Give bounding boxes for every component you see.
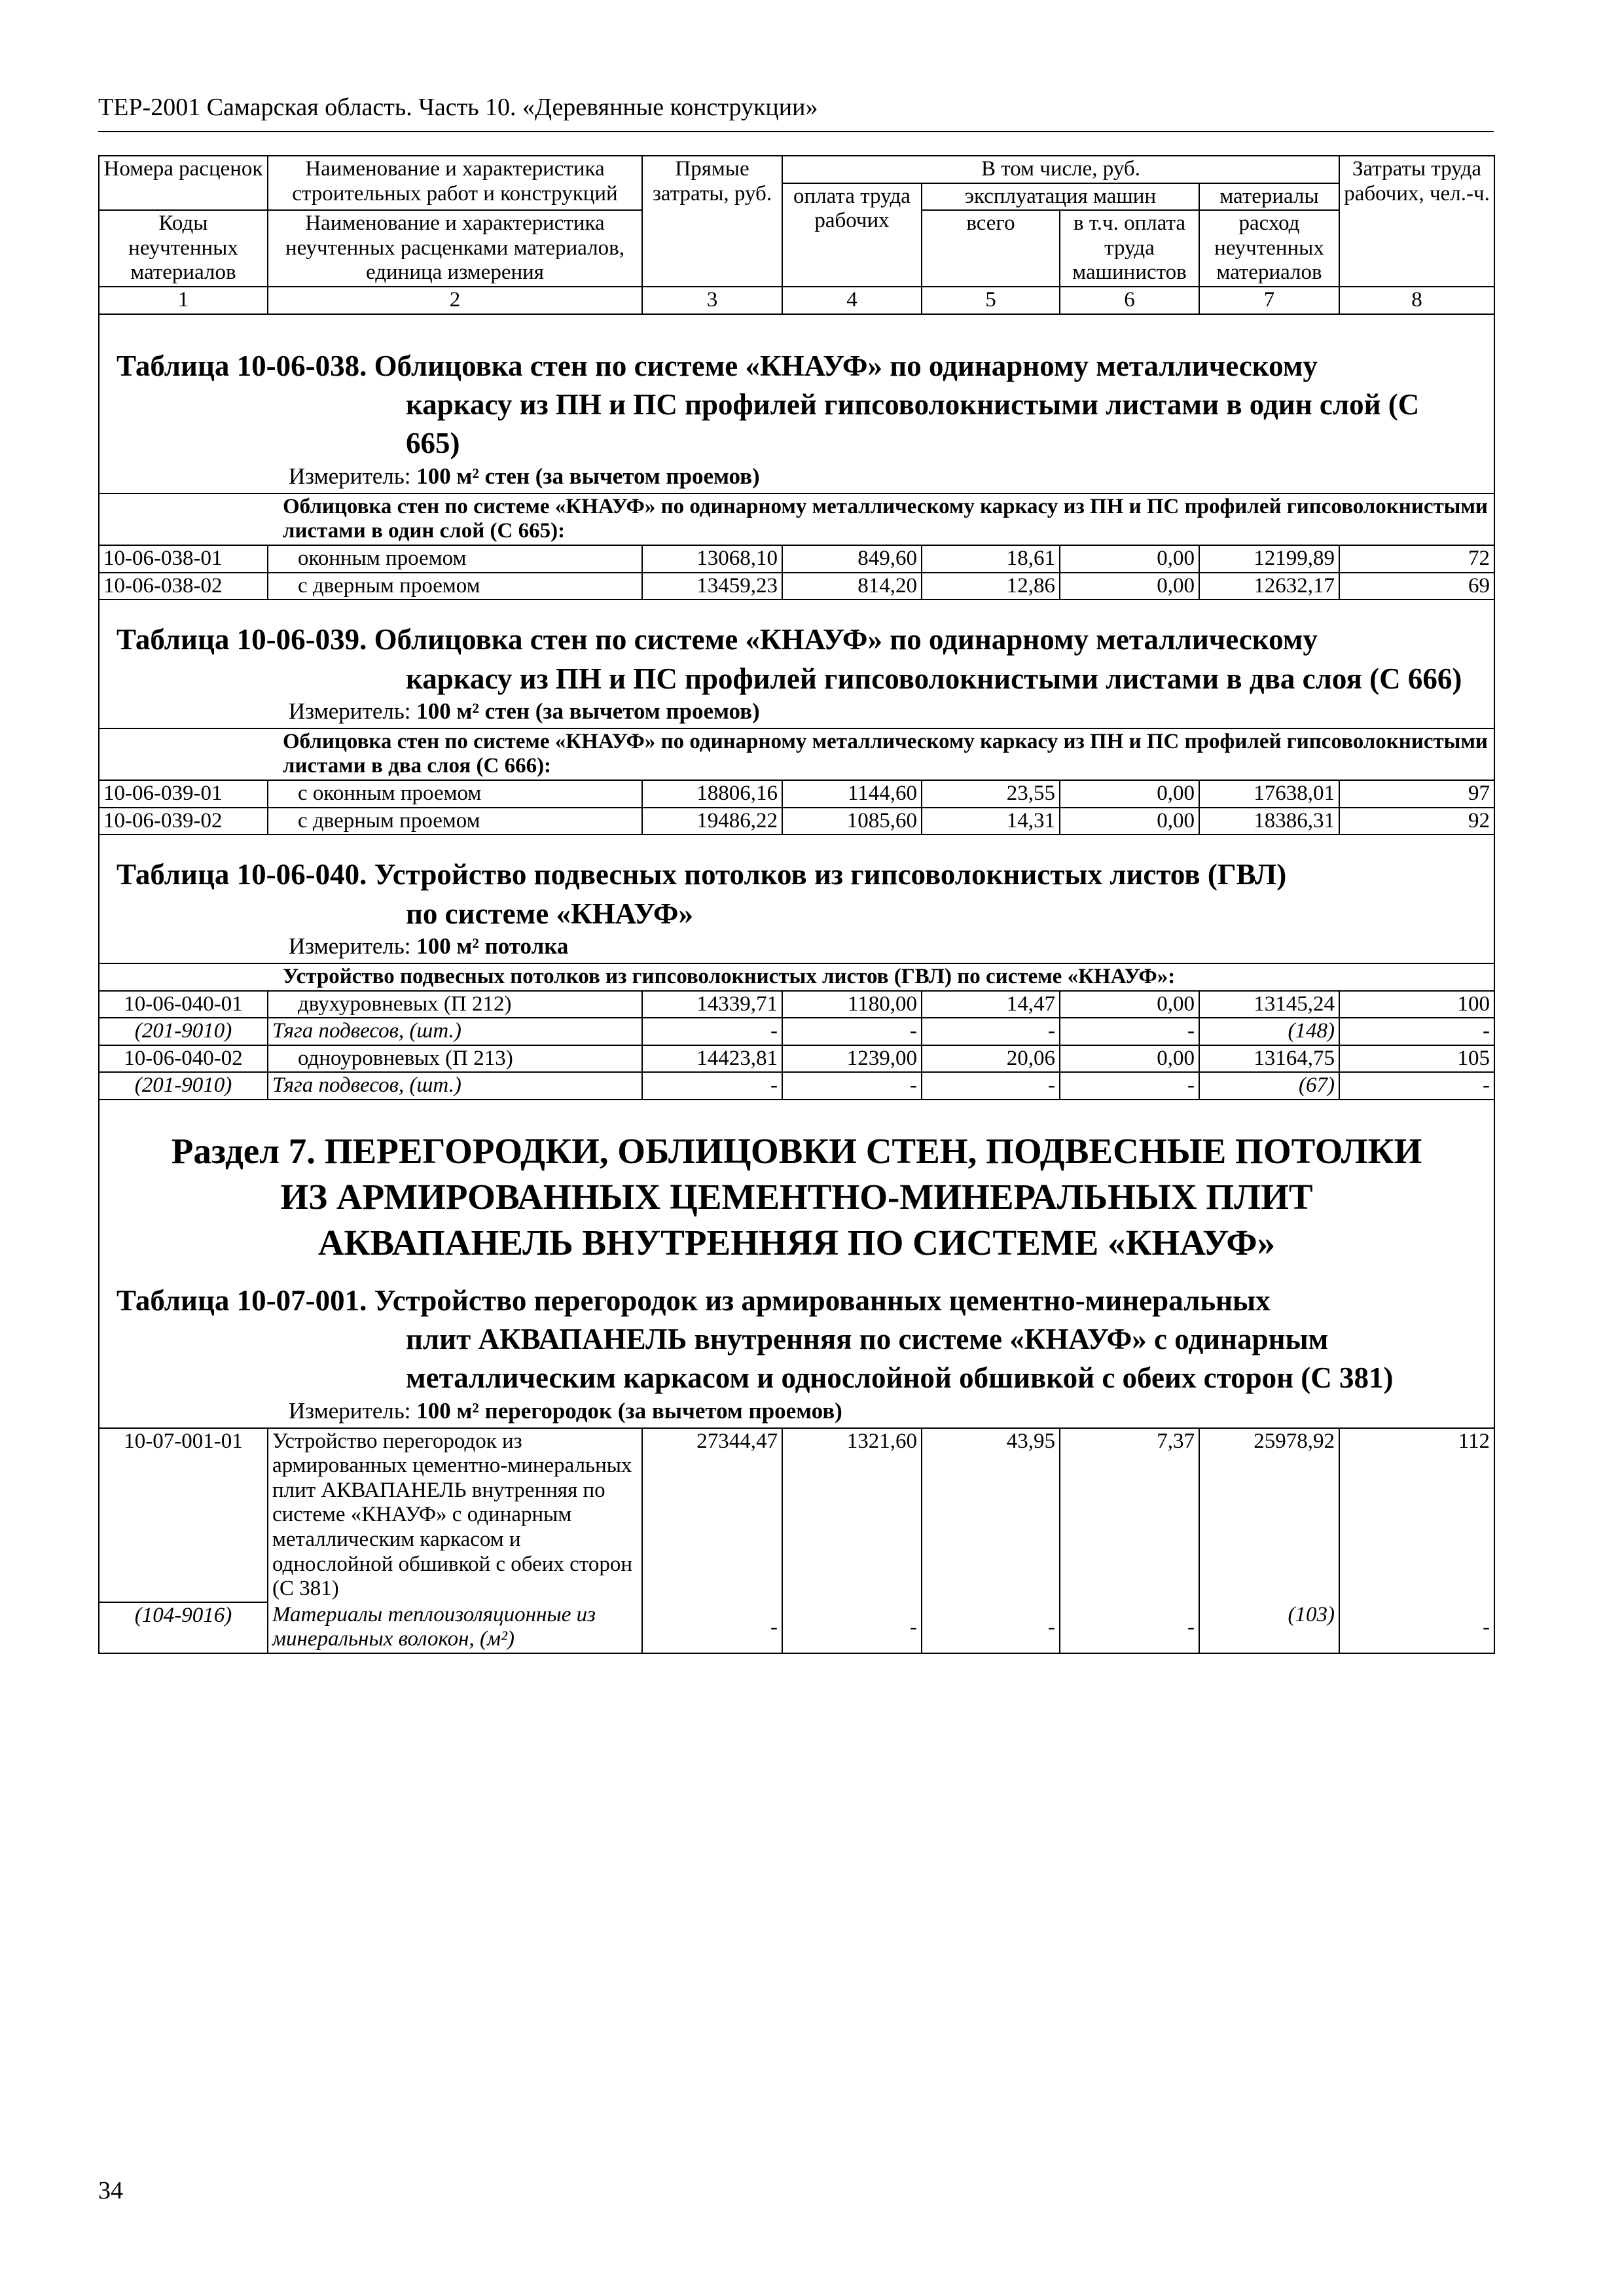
group-name: Облицовка стен по системе «КНАУФ» по одинарному металлическому каркасу из ПН и ПС профилей гипсоволокнистыми листами в один слой (С 665): — [99, 493, 1494, 545]
table-title: Таблица 10-07-001. Устройство перегородок из армированных цементно-минеральных плит АКВАПАНЕЛЬ внутренняя по системе «КНАУФ» с одинарным металлическим каркасом и однослойной обшивкой с обеих сторон (С 381) — [117, 1283, 1394, 1395]
group-name: Устройство подвесных потолков из гипсоволокнистых листов (ГВЛ) по системе «КНАУФ»: — [99, 963, 1494, 991]
col-number: 4 — [782, 287, 922, 314]
measure: Измеритель: 100 м² стен (за вычетом проемов) — [289, 463, 760, 489]
materials: 12632,17 — [1199, 573, 1339, 600]
labor-hours: 72 — [1339, 545, 1494, 573]
col-number: 1 — [99, 287, 268, 314]
operators-pay: 0,00 — [1060, 808, 1199, 835]
material-row: (104-9016) Материалы теплоизоляционные из минеральных волокон, (м²) - - - - (103) - — [99, 1602, 1494, 1653]
labor-pay: 814,20 — [782, 573, 922, 600]
labor-hours: 100 — [1339, 991, 1494, 1018]
machines-header: эксплуатация машин — [922, 183, 1199, 211]
material-row: (201-9010) Тяга подвесов, (шт.) - - - - (148) - — [99, 1018, 1494, 1045]
col3-header: Прямые затраты, руб. — [642, 156, 782, 287]
materials-header: материалы — [1199, 183, 1339, 211]
col-number: 7 — [1199, 287, 1339, 314]
document-body — [98, 155, 1494, 1654]
rate-name: Устройство перегородок из армированных цементно-минеральных плит АКВАПАНЕЛЬ внутренняя по системе «КНАУФ» с одинарным металлическим каркасом и однослойной обшивкой с обеих сторон (С 381) — [268, 1428, 642, 1602]
table-row — [99, 573, 1494, 600]
direct-cost: 13068,10 — [642, 545, 782, 573]
table-title: Таблица 10-06-039. Облицовка стен по системе «КНАУФ» по одинарному металлическому каркасу из ПН и ПС профилей гипсоволокнистыми листами в два слоя (С 666) — [117, 623, 1462, 695]
table-title: Таблица 10-06-040. Устройство подвесных потолков из гипсоволокнистых листов (ГВЛ) по системе «КНАУФ» — [117, 858, 1287, 930]
col8-header: Затраты труда рабочих, чел.-ч. — [1339, 156, 1494, 287]
machines-total: 12,86 — [922, 573, 1060, 600]
col1-header-bottom: Коды неучтенных материалов — [99, 210, 268, 287]
rate-name: оконным проемом — [268, 545, 642, 573]
col5-header: всего — [922, 210, 1060, 287]
table-row — [99, 1045, 1494, 1073]
rate-name: одноуровневых (П 213) — [268, 1045, 642, 1073]
page-header: ТЕР-2001 Самарская область. Часть 10. «Деревянные конструкции» — [98, 94, 818, 121]
direct-cost: 14339,71 — [642, 991, 782, 1018]
material-qty: (67) — [1199, 1072, 1339, 1100]
table-row — [99, 808, 1494, 835]
col-number: 5 — [922, 287, 1060, 314]
labor-hours: 69 — [1339, 573, 1494, 600]
materials: 13164,75 — [1199, 1045, 1339, 1073]
col6-header: в т.ч. оплата труда машинистов — [1060, 210, 1199, 287]
measure: Измеритель: 100 м² потолка — [289, 933, 569, 960]
direct-cost: 14423,81 — [642, 1045, 782, 1073]
column-numbers-row — [99, 287, 1494, 314]
header-rule — [98, 131, 1494, 132]
rate-code: 10-07-001-01 — [99, 1428, 268, 1602]
rate-code: 10-06-040-02 — [99, 1045, 268, 1073]
group-row — [99, 728, 1494, 780]
operators-pay: 0,00 — [1060, 573, 1199, 600]
labor-pay: 1321,60 — [782, 1428, 922, 1602]
col-number: 3 — [642, 287, 782, 314]
col2-header-bottom: Наименование и характеристика неучтенных расценками материалов, единица измерения — [268, 210, 642, 287]
material-qty: (103) — [1199, 1602, 1339, 1653]
col-number: 8 — [1339, 287, 1494, 314]
col4-header: оплата труда рабочих — [782, 183, 922, 287]
direct-cost: 18806,16 — [642, 780, 782, 808]
machines-total: 14,47 — [922, 991, 1060, 1018]
labor-hours: 97 — [1339, 780, 1494, 808]
labor-pay: 849,60 — [782, 545, 922, 573]
material-name: Материалы теплоизоляционные из минеральных волокон, (м²) — [268, 1602, 642, 1653]
machines-total: 18,61 — [922, 545, 1060, 573]
group-row — [99, 963, 1494, 991]
col2-header-top: Наименование и характеристика строительных работ и конструкций — [268, 156, 642, 210]
table-row — [99, 1428, 1494, 1602]
materials: 18386,31 — [1199, 808, 1339, 835]
table-row — [99, 991, 1494, 1018]
direct-cost: 19486,22 — [642, 808, 782, 835]
material-code: (201-9010) — [99, 1072, 268, 1100]
materials: 17638,01 — [1199, 780, 1339, 808]
materials: 25978,92 — [1199, 1428, 1339, 1602]
operators-pay: 0,00 — [1060, 545, 1199, 573]
material-code: (201-9010) — [99, 1018, 268, 1045]
including-header: В том числе, руб. — [782, 156, 1339, 183]
labor-hours: 105 — [1339, 1045, 1494, 1073]
rate-name: с оконным проемом — [268, 780, 642, 808]
machines-total: 14,31 — [922, 808, 1060, 835]
rate-code: 10-06-039-02 — [99, 808, 268, 835]
rates-table — [98, 155, 1495, 1654]
rate-name: с дверным проемом — [268, 573, 642, 600]
materials: 13145,24 — [1199, 991, 1339, 1018]
material-row: (201-9010) Тяга подвесов, (шт.) - - - - (67) - — [99, 1072, 1494, 1100]
table-header-row — [99, 156, 1494, 183]
col-number: 6 — [1060, 287, 1199, 314]
material-name: Тяга подвесов, (шт.) — [268, 1072, 642, 1100]
material-name: Тяга подвесов, (шт.) — [268, 1018, 642, 1045]
table-row — [99, 780, 1494, 808]
direct-cost: 13459,23 — [642, 573, 782, 600]
measure: Измеритель: 100 м² стен (за вычетом проемов) — [289, 698, 760, 724]
operators-pay: 0,00 — [1060, 991, 1199, 1018]
labor-pay: 1180,00 — [782, 991, 922, 1018]
labor-pay: 1085,60 — [782, 808, 922, 835]
operators-pay: 7,37 — [1060, 1428, 1199, 1602]
labor-pay: 1239,00 — [782, 1045, 922, 1073]
machines-total: 20,06 — [922, 1045, 1060, 1073]
page-number: 34 — [98, 2177, 123, 2204]
material-qty: (148) — [1199, 1018, 1339, 1045]
rate-code: 10-06-039-01 — [99, 780, 268, 808]
group-name: Облицовка стен по системе «КНАУФ» по одинарному металлическому каркасу из ПН и ПС профилей гипсоволокнистыми листами в два слоя (С 666): — [99, 728, 1494, 780]
labor-pay: 1144,60 — [782, 780, 922, 808]
machines-total: 43,95 — [922, 1428, 1060, 1602]
operators-pay: 0,00 — [1060, 780, 1199, 808]
rate-code: 10-06-038-02 — [99, 573, 268, 600]
labor-hours: 112 — [1339, 1428, 1494, 1602]
rate-code: 10-06-040-01 — [99, 991, 268, 1018]
rate-name: с дверным проемом — [268, 808, 642, 835]
table-row — [99, 545, 1494, 573]
material-code: (104-9016) — [99, 1602, 268, 1653]
col7-header: расход неучтенных материалов — [1199, 210, 1339, 287]
section-title: Раздел 7. ПЕРЕГОРОДКИ, ОБЛИЦОВКИ СТЕН, ПОДВЕСНЫЕ ПОТОЛКИ ИЗ АРМИРОВАННЫХ ЦЕМЕНТНО-МИНЕРАЛЬНЫХ ПЛИТ АКВАПАНЕЛЬ ВНУТРЕННЯЯ ПО СИСТЕМЕ «КНАУФ» — [171, 1130, 1422, 1263]
rate-name: двухуровневых (П 212) — [268, 991, 642, 1018]
materials: 12199,89 — [1199, 545, 1339, 573]
group-row — [99, 493, 1494, 545]
measure: Измеритель: 100 м² перегородок (за вычетом проемов) — [289, 1397, 842, 1424]
labor-hours: 92 — [1339, 808, 1494, 835]
operators-pay: 0,00 — [1060, 1045, 1199, 1073]
rate-code: 10-06-038-01 — [99, 545, 268, 573]
direct-cost: 27344,47 — [642, 1428, 782, 1602]
table-title: Таблица 10-06-038. Облицовка стен по системе «КНАУФ» по одинарному металлическому каркасу из ПН и ПС профилей гипсоволокнистыми листами в один слой (С 665) — [117, 349, 1420, 460]
machines-total: 23,55 — [922, 780, 1060, 808]
col-number: 2 — [268, 287, 642, 314]
col1-header-top: Номера расценок — [99, 156, 268, 210]
